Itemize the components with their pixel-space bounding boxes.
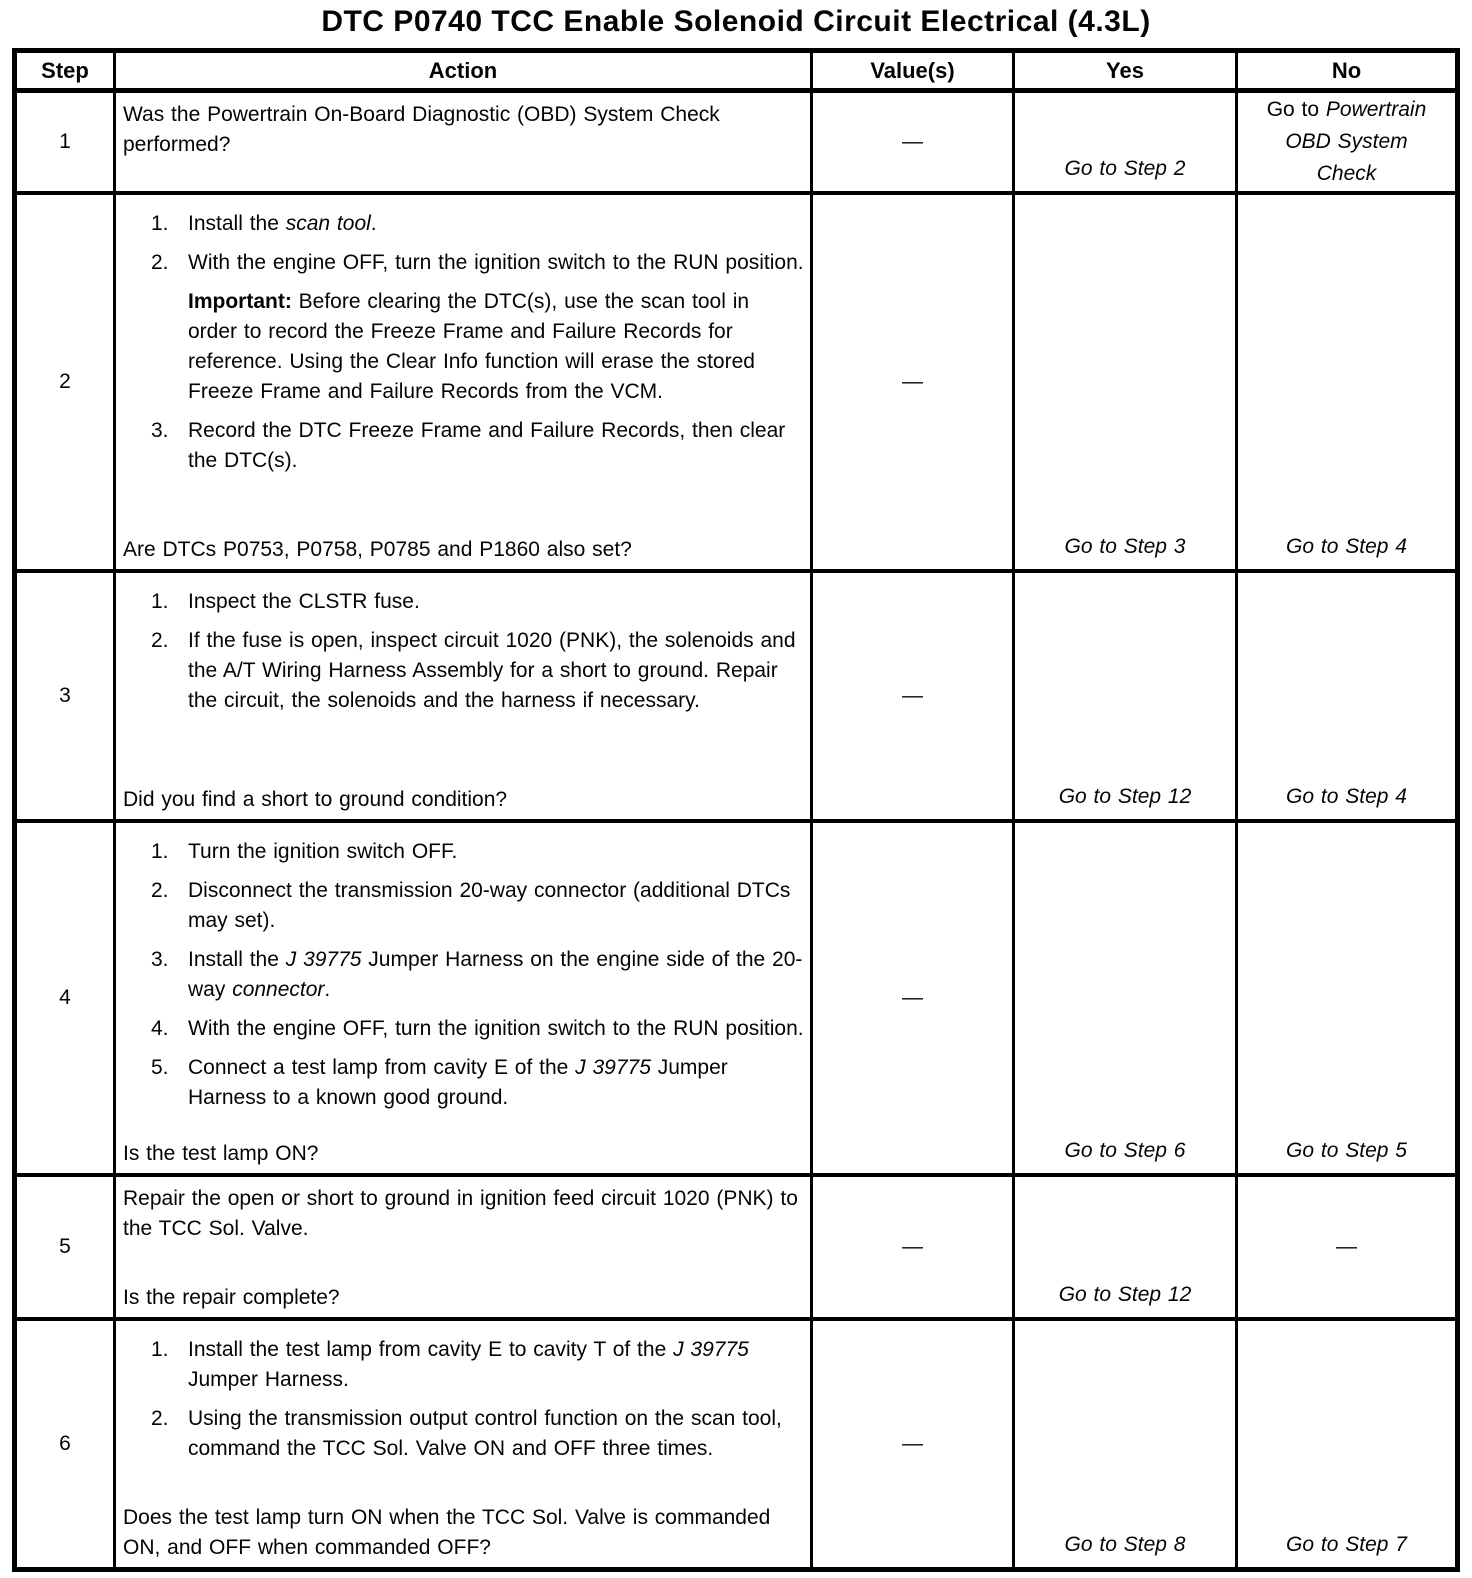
text-run: Go to Step 12: [1058, 785, 1192, 808]
action-question: [123, 1503, 804, 1564]
value-cell: —: [813, 573, 1015, 819]
action-question: [123, 1283, 804, 1314]
action-question: [123, 1139, 804, 1170]
text-run: Using the transmission output control function on the scan tool, command the TCC Sol. Valve ON and OFF three times.: [188, 1407, 782, 1460]
list-number: 5.: [151, 1056, 169, 1079]
text-run: Jumper Harness to a known good ground.: [188, 1056, 728, 1109]
yes-cell-text: [1065, 1136, 1186, 1166]
action-list-item: [123, 248, 804, 278]
table-row: [17, 1321, 1455, 1567]
value-cell: —: [813, 195, 1015, 569]
text-run: .: [370, 212, 377, 235]
list-item-text: [188, 876, 804, 936]
text-run: connector: [232, 978, 325, 1001]
text-run: Install the: [188, 948, 286, 971]
yes-cell: [1015, 1321, 1238, 1567]
list-number: 2.: [151, 879, 169, 902]
column-header-no: No: [1331, 57, 1362, 83]
text-run: Is the repair complete?: [123, 1286, 340, 1309]
list-number: 3.: [151, 948, 169, 971]
action-cell: [116, 1177, 813, 1317]
text-run: Go to Step 4: [1286, 535, 1407, 558]
yes-cell: [1015, 573, 1238, 819]
list-item-text: [188, 1404, 804, 1464]
list-number: 1.: [151, 840, 169, 863]
action-list-item: [123, 416, 804, 476]
no-cell: [1238, 1177, 1455, 1317]
text-run: Repair the open or short to ground in ignition feed circuit 1020 (PNK) to the TCC Sol. Valve.: [123, 1187, 798, 1240]
text-run: Is the test lamp ON?: [123, 1142, 319, 1165]
action-list-item: [123, 1335, 804, 1395]
no-cell: [1238, 573, 1455, 819]
action-list-item: [123, 587, 804, 617]
diagnostic-table: [12, 48, 1460, 1572]
list-item-text: [188, 248, 804, 278]
text-run: Record the DTC Freeze Frame and Failure Records, then clear the DTC(s).: [188, 419, 786, 472]
list-number: 2.: [151, 1407, 169, 1430]
text-run: Go to Step 2: [1064, 157, 1186, 180]
action-cell: [116, 93, 813, 191]
text-run: Connect a test lamp from cavity E of the: [188, 1056, 576, 1079]
no-cell-text: [1286, 1530, 1407, 1560]
no-cell-text: [1267, 94, 1427, 190]
text-run: Does the test lamp turn ON when the TCC Sol. Valve is commanded ON, and OFF when commanded OFF?: [123, 1506, 771, 1559]
list-number: 3.: [151, 419, 169, 442]
list-number: 4.: [151, 1017, 169, 1040]
text-run: With the engine OFF, turn the ignition switch to the RUN position.: [188, 1017, 804, 1040]
text-run: Install the: [188, 212, 286, 235]
action-list-item: [123, 1404, 804, 1464]
text-run: Jumper Harness on the engine side of the 20-way: [188, 948, 803, 1001]
list-item-text: [188, 1014, 804, 1044]
action-cell: [116, 195, 813, 569]
no-cell: [1238, 823, 1455, 1173]
action-lead: [123, 100, 804, 160]
list-number: 1.: [151, 212, 169, 235]
column-header-values: Value(s): [813, 53, 1015, 88]
text-run: Turn the ignition switch OFF.: [188, 840, 458, 863]
text-run: —: [1336, 1235, 1357, 1258]
no-cell-text: [1286, 782, 1407, 812]
step-cell: 4: [17, 823, 116, 1173]
list-item-text: [188, 587, 804, 617]
text-run: Powertrain: [1325, 98, 1427, 121]
yes-cell-text: [1059, 1280, 1192, 1310]
text-run: Go to Step 4: [1286, 785, 1407, 808]
text-run: J 39775: [575, 1056, 651, 1079]
no-cell: [1238, 93, 1455, 191]
yes-cell: [1015, 823, 1238, 1173]
action-cell: [116, 573, 813, 819]
text-run: Was the Powertrain On-Board Diagnostic (OBD) System Check performed?: [123, 103, 720, 156]
table-row: [17, 93, 1455, 195]
value-cell: —: [813, 823, 1015, 1173]
text-run: Install the test lamp from cavity E to cavity T of the: [188, 1338, 674, 1361]
action-lead: [123, 1184, 804, 1244]
no-cell-text: [1286, 532, 1407, 562]
step-cell: 6: [17, 1321, 116, 1567]
list-item-text: [188, 837, 804, 867]
text-run: Go to Step 12: [1058, 1283, 1192, 1306]
action-cell: [116, 823, 813, 1173]
table-row: [17, 1177, 1455, 1321]
action-question: [123, 785, 804, 816]
column-header-step: Step: [17, 53, 116, 88]
value-cell: —: [813, 1321, 1015, 1567]
column-header-action: Action: [116, 53, 813, 88]
value-cell: —: [813, 93, 1015, 191]
action-list-item: [123, 837, 804, 867]
text-run: Did you find a short to ground condition?: [123, 788, 508, 811]
value-cell: —: [813, 1177, 1015, 1317]
text-run: With the engine OFF, turn the ignition switch to the RUN position.: [188, 251, 804, 274]
text-run: Check: [1316, 162, 1377, 185]
text-run: J 39775: [673, 1338, 749, 1361]
yes-cell: [1015, 1177, 1238, 1317]
list-item-text: [188, 287, 804, 407]
yes-cell: [1015, 93, 1238, 191]
page-title: DTC P0740 TCC Enable Solenoid Circuit Electrical (4.3L): [321, 5, 1151, 38]
list-item-text: [188, 416, 804, 476]
action-list-item: [123, 1053, 804, 1113]
text-run: scan tool: [285, 212, 371, 235]
text-run: Inspect the CLSTR fuse.: [188, 590, 420, 613]
text-run: .: [324, 978, 331, 1001]
list-item-text: [188, 626, 804, 716]
table-row: [17, 823, 1455, 1177]
text-run: Important:: [188, 290, 292, 313]
text-run: Go to Step 7: [1286, 1533, 1407, 1556]
step-cell: 2: [17, 195, 116, 569]
action-cell: [116, 1321, 813, 1567]
step-cell: 3: [17, 573, 116, 819]
list-number: 2.: [151, 251, 169, 274]
yes-cell-text: [1065, 154, 1186, 184]
text-run: Jumper Harness.: [188, 1368, 349, 1391]
step-cell: 1: [17, 93, 116, 191]
step-cell: 5: [17, 1177, 116, 1317]
action-question: [123, 535, 804, 566]
action-list-item: [123, 209, 804, 239]
action-list-item: [123, 626, 804, 716]
text-run: Disconnect the transmission 20-way connector (additional DTCs may set).: [188, 879, 791, 932]
list-item-text: [188, 945, 804, 1005]
no-cell: [1238, 1321, 1455, 1567]
text-run: Go to Step 3: [1064, 535, 1186, 558]
no-cell: [1238, 195, 1455, 569]
list-number: 2.: [151, 629, 169, 652]
list-number: [151, 287, 188, 407]
yes-cell-text: [1065, 1530, 1186, 1560]
yes-cell-text: [1059, 782, 1192, 812]
text-run: Go to Step 5: [1286, 1139, 1407, 1162]
column-header-yes: Yes: [1015, 53, 1238, 88]
list-number: 1.: [151, 590, 169, 613]
no-cell-text: [1286, 1136, 1407, 1166]
text-run: Go to Step 6: [1064, 1139, 1186, 1162]
table-row: [17, 573, 1455, 823]
text-run: Are DTCs P0753, P0758, P0785 and P1860 also set?: [123, 538, 632, 561]
list-item-text: [188, 209, 804, 239]
yes-cell-text: [1065, 532, 1186, 562]
text-run: Go to Step 8: [1064, 1533, 1186, 1556]
action-list-item: [123, 287, 804, 407]
table-header-row: [17, 53, 1455, 93]
table-row: [17, 195, 1455, 573]
no-cell-text: [1336, 1232, 1357, 1262]
text-run: Go to: [1266, 98, 1326, 121]
action-list-item: [123, 945, 804, 1005]
list-item-text: [188, 1335, 804, 1395]
list-number: 1.: [151, 1338, 169, 1361]
yes-cell: [1015, 195, 1238, 569]
text-run: If the fuse is open, inspect circuit 1020 (PNK), the solenoids and the A/T Wiring Harness Assembly for a short to ground. Repair the circuit, the solenoids and the harness if necessary.: [188, 629, 796, 712]
text-run: Before clearing the DTC(s), use the scan tool in order to record the Freeze Frame and Failure Records for reference. Using the Clear Info function will erase the stored Freeze Frame and Failure Records from the VCM.: [188, 290, 755, 403]
list-item-text: [188, 1053, 804, 1113]
action-list-item: [123, 876, 804, 936]
action-list-item: [123, 1014, 804, 1044]
text-run: OBD System: [1285, 130, 1408, 153]
text-run: J 39775: [285, 948, 362, 971]
